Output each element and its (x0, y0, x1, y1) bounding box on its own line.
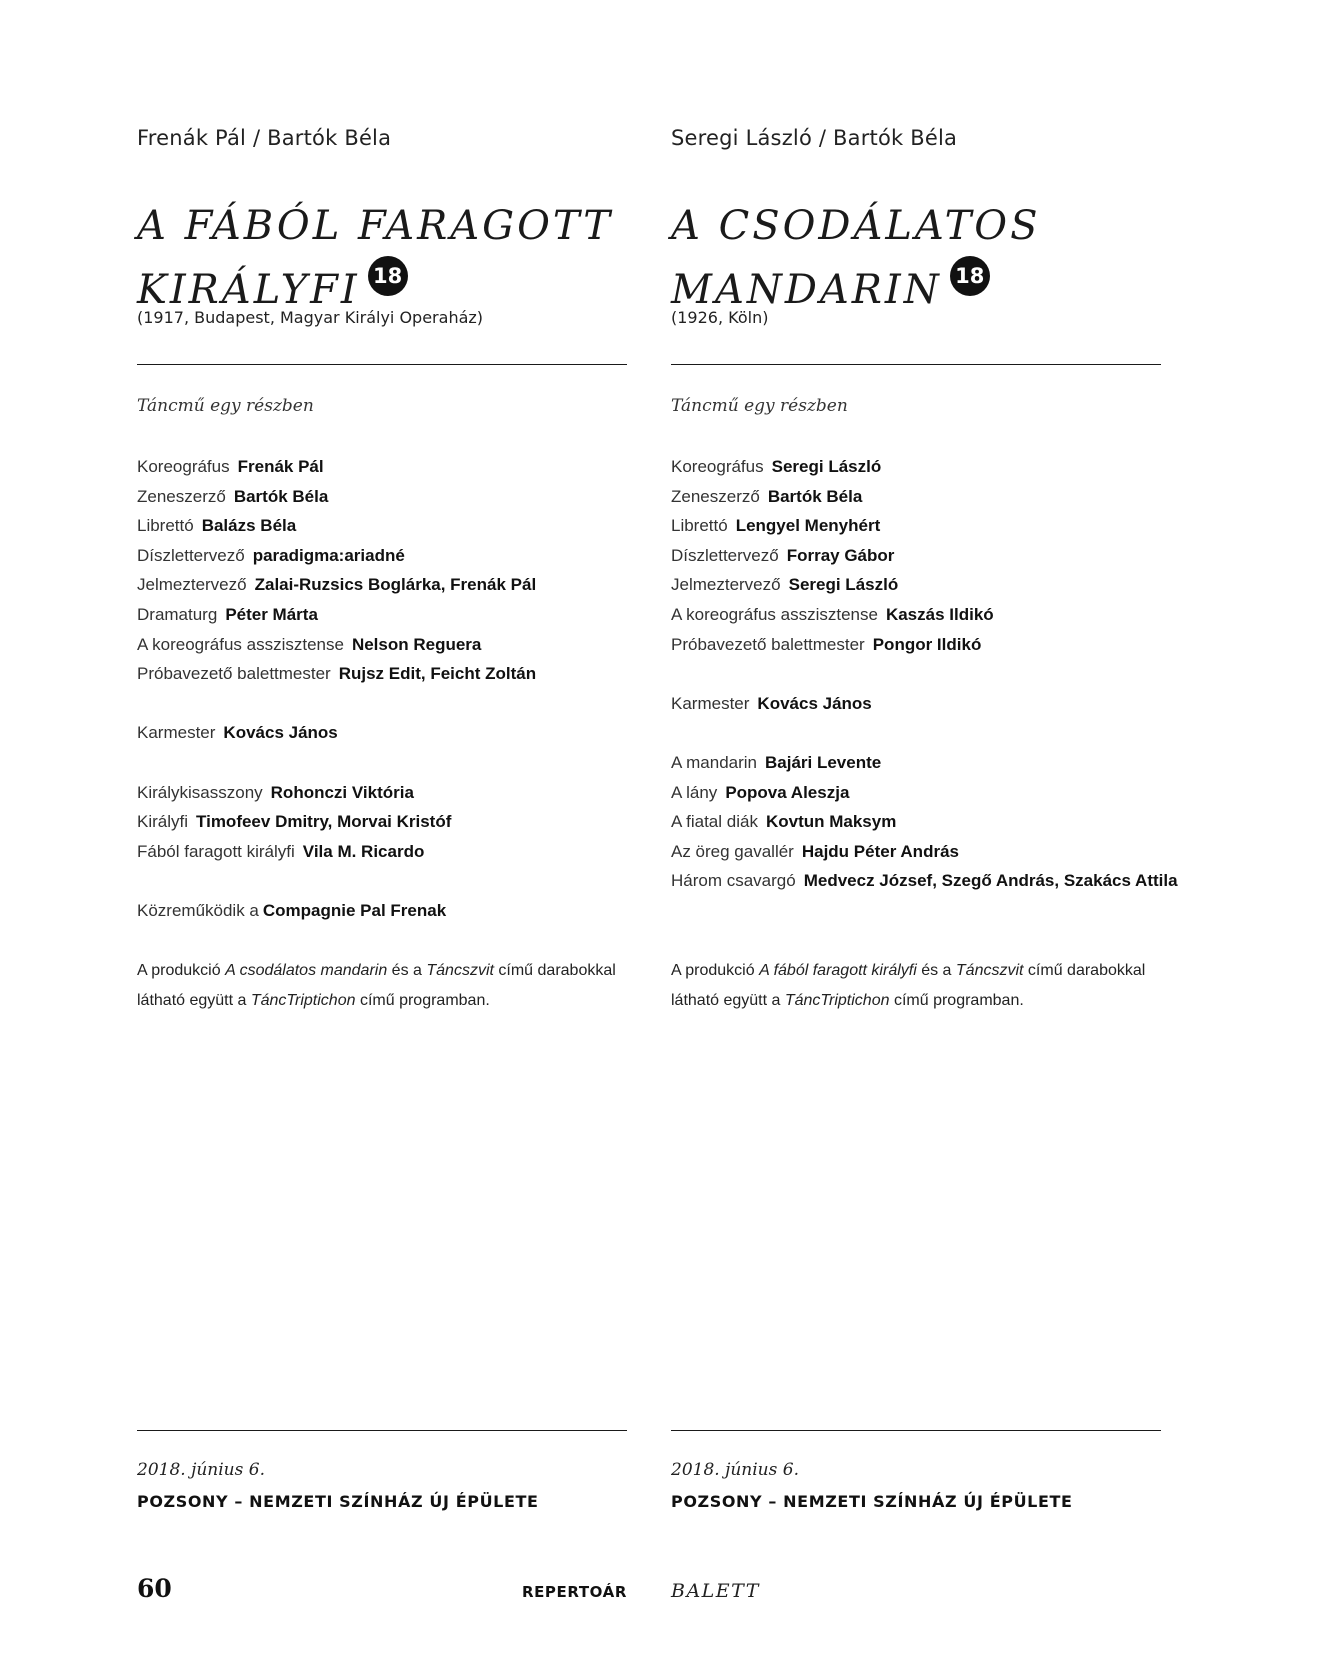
performance-venue: POZSONY – NEMZETI SZÍNHÁZ ÚJ ÉPÜLETE (671, 1492, 1073, 1511)
premiere-info: (1917, Budapest, Magyar Királyi Operaház) (137, 308, 484, 327)
performance-date: 2018. június 6. (671, 1460, 799, 1480)
age-rating-badge: 18 (950, 256, 990, 296)
cast-role: Királyfi (137, 812, 189, 832)
credit-line (671, 630, 1178, 660)
company-role: Közreműködik a (137, 900, 259, 920)
credit-name: Kovács János (757, 693, 872, 713)
credit-line (137, 541, 536, 571)
age-rating-badge: 18 (368, 256, 408, 296)
credit-line (137, 570, 536, 600)
credits-list (671, 452, 1178, 896)
production-column-right (671, 0, 1178, 1680)
cast-name: Popova Aleszja (725, 782, 850, 802)
company-line (137, 896, 536, 926)
note-work-title: Táncszvit (426, 962, 494, 979)
credit-name: Bartók Béla (767, 486, 863, 506)
cast-line (671, 778, 1178, 808)
credit-name: Kovács János (223, 723, 338, 743)
credit-role: Díszlettervező (671, 545, 779, 565)
credit-name: Kaszás Ildikó (885, 604, 994, 624)
credit-role: Jelmeztervező (671, 575, 781, 595)
cast-line (671, 866, 1178, 896)
credit-role: Dramaturg (137, 604, 218, 624)
cast-role: Királykisasszony (137, 782, 263, 802)
credit-role: Karmester (671, 693, 750, 713)
title-line-1: A CSODÁLATOS (671, 203, 1041, 249)
credit-role: Próbavezető balettmester (671, 634, 865, 654)
note-text: A produkció (671, 962, 760, 979)
credit-name: Bartók Béla (233, 486, 329, 506)
credit-line (671, 511, 1178, 541)
cast-role: A fiatal diák (671, 812, 758, 832)
note-text: című programban. (355, 992, 490, 1009)
credit-role: Zeneszerző (671, 486, 760, 506)
credit-line (671, 600, 1178, 630)
title-line-2: MANDARIN (671, 267, 942, 313)
cast-name: Rohonczi Viktória (270, 782, 414, 802)
cast-role: Fából faragott királyfi (137, 841, 295, 861)
note-text: és a (387, 962, 427, 979)
credit-name: Forray Gábor (786, 545, 895, 565)
note-program-title: TáncTriptichon (784, 992, 890, 1009)
credit-role: Zeneszerző (137, 486, 226, 506)
note-text: és a (916, 962, 956, 979)
note-work-title: A fából faragott királyfi (759, 962, 917, 979)
authors: Seregi László / Bartók Béla (671, 126, 958, 150)
cast-line (671, 748, 1178, 778)
credit-name: Zalai-Ruzsics Boglárka, Frenák Pál (254, 575, 537, 595)
program-note (671, 956, 1161, 1016)
cast-name: Kovtun Maksym (765, 812, 897, 832)
note-text: A produkció (137, 962, 226, 979)
credit-line (137, 482, 536, 512)
company-name: Compagnie Pal Frenak (262, 900, 447, 920)
cast-role: Az öreg gavallér (671, 841, 794, 861)
credit-role: Jelmeztervező (137, 575, 247, 595)
premiere-info: (1926, Köln) (671, 308, 769, 327)
credit-line (137, 600, 536, 630)
credit-name: Lengyel Menyhért (735, 516, 881, 536)
credits-list (137, 452, 536, 926)
cast-line (671, 807, 1178, 837)
cast-name: Vila M. Ricardo (302, 841, 425, 861)
credit-line (671, 482, 1178, 512)
credit-line (137, 630, 536, 660)
note-work-title: Táncszvit (955, 962, 1024, 979)
title-line-1: A FÁBÓL FARAGOTT (137, 203, 613, 249)
credit-role: Próbavezető balettmester (137, 664, 331, 684)
credit-line (671, 452, 1178, 482)
credit-role: Koreográfus (671, 457, 764, 476)
cast-role: Három csavargó (671, 871, 796, 891)
credit-line (671, 541, 1178, 571)
note-program-title: TáncTriptichon (250, 992, 356, 1009)
credit-line (137, 659, 536, 689)
credit-name: Rujsz Edit, Feicht Zoltán (338, 664, 537, 684)
divider (671, 1430, 1161, 1431)
credit-role: Díszlettervező (137, 545, 245, 565)
credit-name: Balázs Béla (201, 516, 297, 536)
credit-name: Péter Márta (225, 604, 318, 624)
authors: Frenák Pál / Bartók Béla (137, 126, 392, 150)
genre: Táncmű egy részben (137, 396, 314, 416)
divider (137, 364, 627, 365)
credit-role: Karmester (137, 723, 216, 743)
subsection-label: BALETT (671, 1580, 760, 1602)
note-text: című darabokkal látható együtt a (137, 962, 616, 1009)
credit-name: Seregi László (771, 457, 882, 476)
credit-line (137, 511, 536, 541)
credit-role: Librettó (137, 516, 194, 536)
note-text: című darabokkal látható együtt a (671, 962, 1146, 1009)
credit-role: Koreográfus (137, 457, 230, 476)
cast-name: Hajdu Péter András (801, 841, 959, 861)
divider (671, 364, 1161, 365)
section-label: REPERTOÁR (521, 1583, 627, 1601)
program-note (137, 956, 627, 1016)
cast-role: A lány (671, 782, 718, 802)
credit-role: A koreográfus asszisztense (671, 604, 878, 624)
credit-line (671, 570, 1178, 600)
credit-name: Seregi László (788, 575, 899, 595)
credit-name: Frenák Pál (237, 457, 324, 476)
credit-line-conductor (137, 718, 536, 748)
cast-line (137, 778, 536, 808)
cast-line (671, 837, 1178, 867)
credit-name: Pongor Ildikó (872, 634, 982, 654)
production-title (137, 196, 613, 320)
production-title (671, 196, 1041, 320)
page-number: 60 (137, 1574, 172, 1603)
cast-line (137, 837, 536, 867)
divider (137, 1430, 627, 1431)
cast-name: Bajári Levente (765, 752, 882, 772)
cast-line (137, 807, 536, 837)
cast-name: Timofeev Dmitry, Morvai Kristóf (196, 812, 452, 832)
note-text: című programban. (889, 992, 1024, 1009)
title-line-2: KIRÁLYFI (137, 267, 360, 313)
credit-line-conductor (671, 689, 1178, 719)
credit-role: A koreográfus asszisztense (137, 634, 344, 654)
credit-line (137, 452, 536, 482)
production-column-left (137, 0, 627, 1680)
credit-role: Librettó (671, 516, 728, 536)
genre: Táncmű egy részben (671, 396, 848, 416)
note-work-title: A csodálatos mandarin (225, 962, 388, 979)
cast-role: A mandarin (671, 752, 757, 772)
credit-name: paradigma:ariadné (252, 545, 405, 565)
credit-name: Nelson Reguera (351, 634, 482, 654)
performance-date: 2018. június 6. (137, 1460, 265, 1480)
cast-name: Medvecz József, Szegő András, Szakács Attila (803, 871, 1178, 891)
performance-venue: POZSONY – NEMZETI SZÍNHÁZ ÚJ ÉPÜLETE (137, 1492, 539, 1511)
